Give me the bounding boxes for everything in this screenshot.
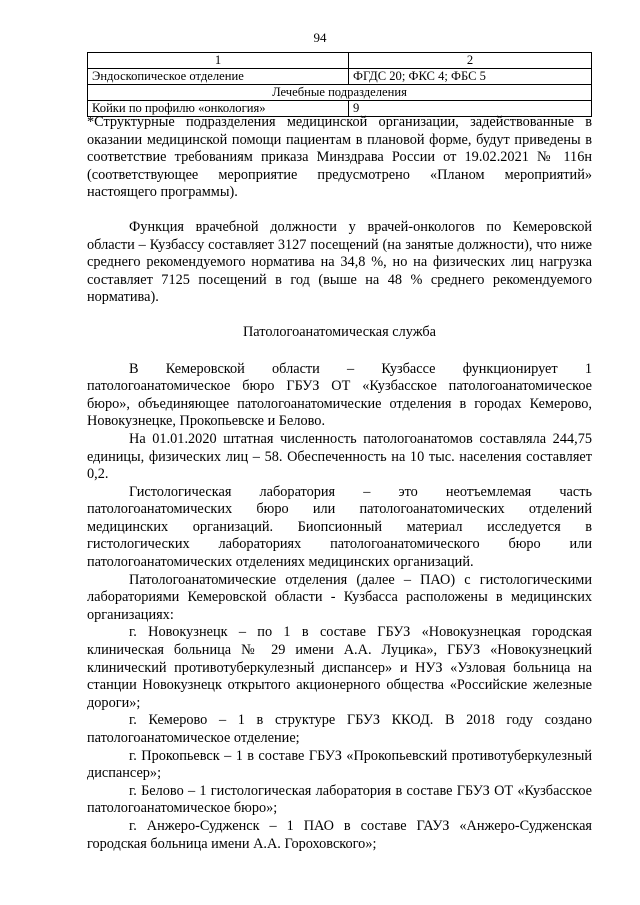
paragraph: Гистологическая лаборатория – это неотъемлемая часть патологоанатомических бюро или патологоанатомических отделений медицинских организаций. Биопсионный материал исследуется в гистологических лабораториях патологоанатомического бюро или патологоанатомических отделениях медицинских организаций.: [87, 483, 592, 571]
table-cell-value: ФГДС 20; ФКС 4; ФБС 5: [349, 69, 592, 85]
section-heading: Патологоанатомическая служба: [242, 323, 437, 340]
table-cell-value: 9: [349, 101, 592, 117]
table-section-cell: Лечебные подразделения: [88, 85, 592, 101]
table-section-row: [88, 85, 592, 101]
list-item: г. Кемерово – 1 в структуре ГБУЗ ККОД. В 2018 году создано патологоанатомическое отделение;: [87, 712, 592, 746]
table-cell-name: Койки по профилю «онкология»: [88, 101, 349, 117]
footnote: *Структурные подразделения медицинской организации, задействованные в оказании медицинской помощи пациентам в плановой форме, будут приведены в соответствие требованиям приказа Минздрава России от 19.02.2021 № 116н (соответствующее мероприятие предусмотрено «Планом мероприятий» настоящего программы).: [87, 114, 592, 201]
list-item: г. Прокопьевск – 1 в составе ГБУЗ «Прокопьевский противотуберкулезный диспансер»;: [87, 747, 592, 782]
table-header-cell: 1: [88, 53, 349, 69]
list-item: г. Анжеро-Судженск – 1 ПАО в составе ГАУЗ «Анжеро-Судженская городская больница имени А.А. Гороховского»;: [87, 817, 592, 852]
paragraph: В Кемеровской области – Кузбассе функционирует 1 патологоанатомическое бюро ГБУЗ ОТ «Кузбасское патологоанатомическое бюро», объединяющее патологоанатомические отделения в городах Кемерово, Новокузнецке, Прокопьевске и Белово.: [87, 360, 592, 430]
page-number: 94: [313, 30, 327, 45]
table-row: [88, 69, 592, 85]
list-item: г. Новокузнецк – по 1 в составе ГБУЗ «Новокузнецкая городская клиническая больница № 29 имени А.А. Луцика», ГБУЗ «Новокузнецкий клинический противотуберкулезный диспансер» и НУЗ «Узловая больница на станции Новокузнецк открытого акционерного общества «Российские железные дороги»;: [87, 624, 592, 711]
list-item: г. Белово – 1 гистологическая лаборатория в составе ГБУЗ ОТ «Кузбасское патологоанатомическое бюро»;: [87, 782, 592, 817]
document-body: [87, 114, 592, 853]
structure-table: [87, 52, 592, 117]
table-header-row: [88, 53, 592, 69]
table-cell-name: Эндоскопическое отделение: [88, 69, 349, 85]
paragraph-oncologist-function: Функция врачебной должности у врачей-онкологов по Кемеровской области – Кузбассу составляет 3127 посещений (на занятые должности), что ниже среднего рекомендуемого норматива на 34,8 %, но на физических лиц нагрузка составляет 7125 посещений в год (выше на 48 % среднего рекомендуемого норматива).: [87, 218, 592, 306]
paragraph: Патологоанатомические отделения (далее – ПАО) с гистологическими лабораториями Кемеровской области - Кузбасса расположены в медицинских организациях:: [87, 571, 592, 623]
paragraph: На 01.01.2020 штатная численность патологоанатомов составляла 244,75 единицы, физических лиц – 58. Обеспеченность на 10 тыс. населения составляет 0,2.: [87, 430, 592, 483]
table-header-cell: 2: [349, 53, 592, 69]
